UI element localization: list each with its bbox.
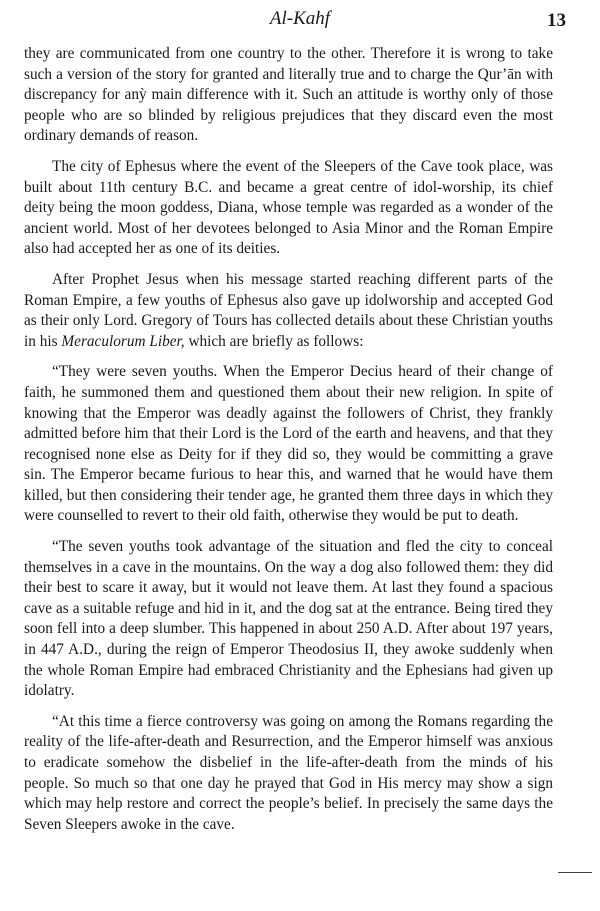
- paragraph-4: “They were seven youths. When the Emperor Decius heard of their change of faith, he summoned them and questioned them about their new religion. In spite of knowing that the Emperor was deadly against the followers of Christ, they frankly admitted before him that their Lord is the Lord of the earth and heavens, and that they recognised none else as Deity for if they did so, they would be committing a grave sin. The Emperor became furious to hear this, and warned that he would have them killed, but then considering their tender age, he granted them three days in which they were counselled to revert to their old faith, otherwise they would be put to death.: [24, 363, 553, 525]
- paragraph-2: The city of Ephesus where the event of the Sleepers of the Cave took place, was built about 11th century B.C. and became a great centre of idol-worship, its chief deity being the moon goddess, Diana, whose temple was regarded as a wonder of the ancient world. Most of her devotees belonged to Asia Minor and the Roman Empire also had accepted her as one of its deities.: [24, 157, 553, 258]
- paragraph-3: [24, 270, 553, 352]
- paragraph-3-text-end: which are briefly as follows:: [184, 332, 364, 350]
- running-title: Al-Kahf: [269, 8, 331, 29]
- page-number: 13: [547, 10, 566, 31]
- body-text: [24, 44, 553, 845]
- footer-rule: [558, 872, 592, 873]
- book-title-emphasis: Meraculorum Liber,: [61, 332, 185, 350]
- paragraph-6: “At this time a fierce controversy was going on among the Romans regarding the reality of the life-after-death and Resurrection, and the Emperor himself was anxious to eradicate somehow the disbelief in the life-after-death from the minds of his people. So much so that one day he prayed that God in His mercy may show a sign which may help restore and correct the people’s belief. In precisely the same days the Seven Sleepers awoke in the cave.: [24, 712, 553, 833]
- page-header: [0, 8, 600, 38]
- paragraph-5: “The seven youths took advantage of the situation and fled the city to conceal themselves in a cave in the mountains. On the way a dog also followed them: they did their best to scare it away, but it would not leave them. At last they found a spacious cave as a suitable refuge and hid in it, and the dog sat at the entrance. Being tired they soon fell into a deep slumber. This happened in about 250 A.D. After about 197 years, in 447 A.D., during the reign of Emperor Theodosius II, they awoke suddenly when the whole Roman Empire had embraced Christianity and the Ephesians had given up idolatry.: [24, 538, 553, 700]
- paragraph-3-text: After Prophet Jesus when his message started reaching different parts of the Roman Empire, a few youths of Ephesus also gave up idolworship and accepted God as their only Lord. Gregory of Tours has collected details about these Christian youths in his: [24, 270, 553, 350]
- paragraph-1: they are communicated from one country to the other. Therefore it is wrong to take such a version of the story for granted and literally true and to charge the Qur’ān with discrepancy for anỳ main difference with it. Such an attitude is worthy only of those people who are so blinded by religious prejudices that they discard even the most ordinary demands of reason.: [24, 45, 553, 145]
